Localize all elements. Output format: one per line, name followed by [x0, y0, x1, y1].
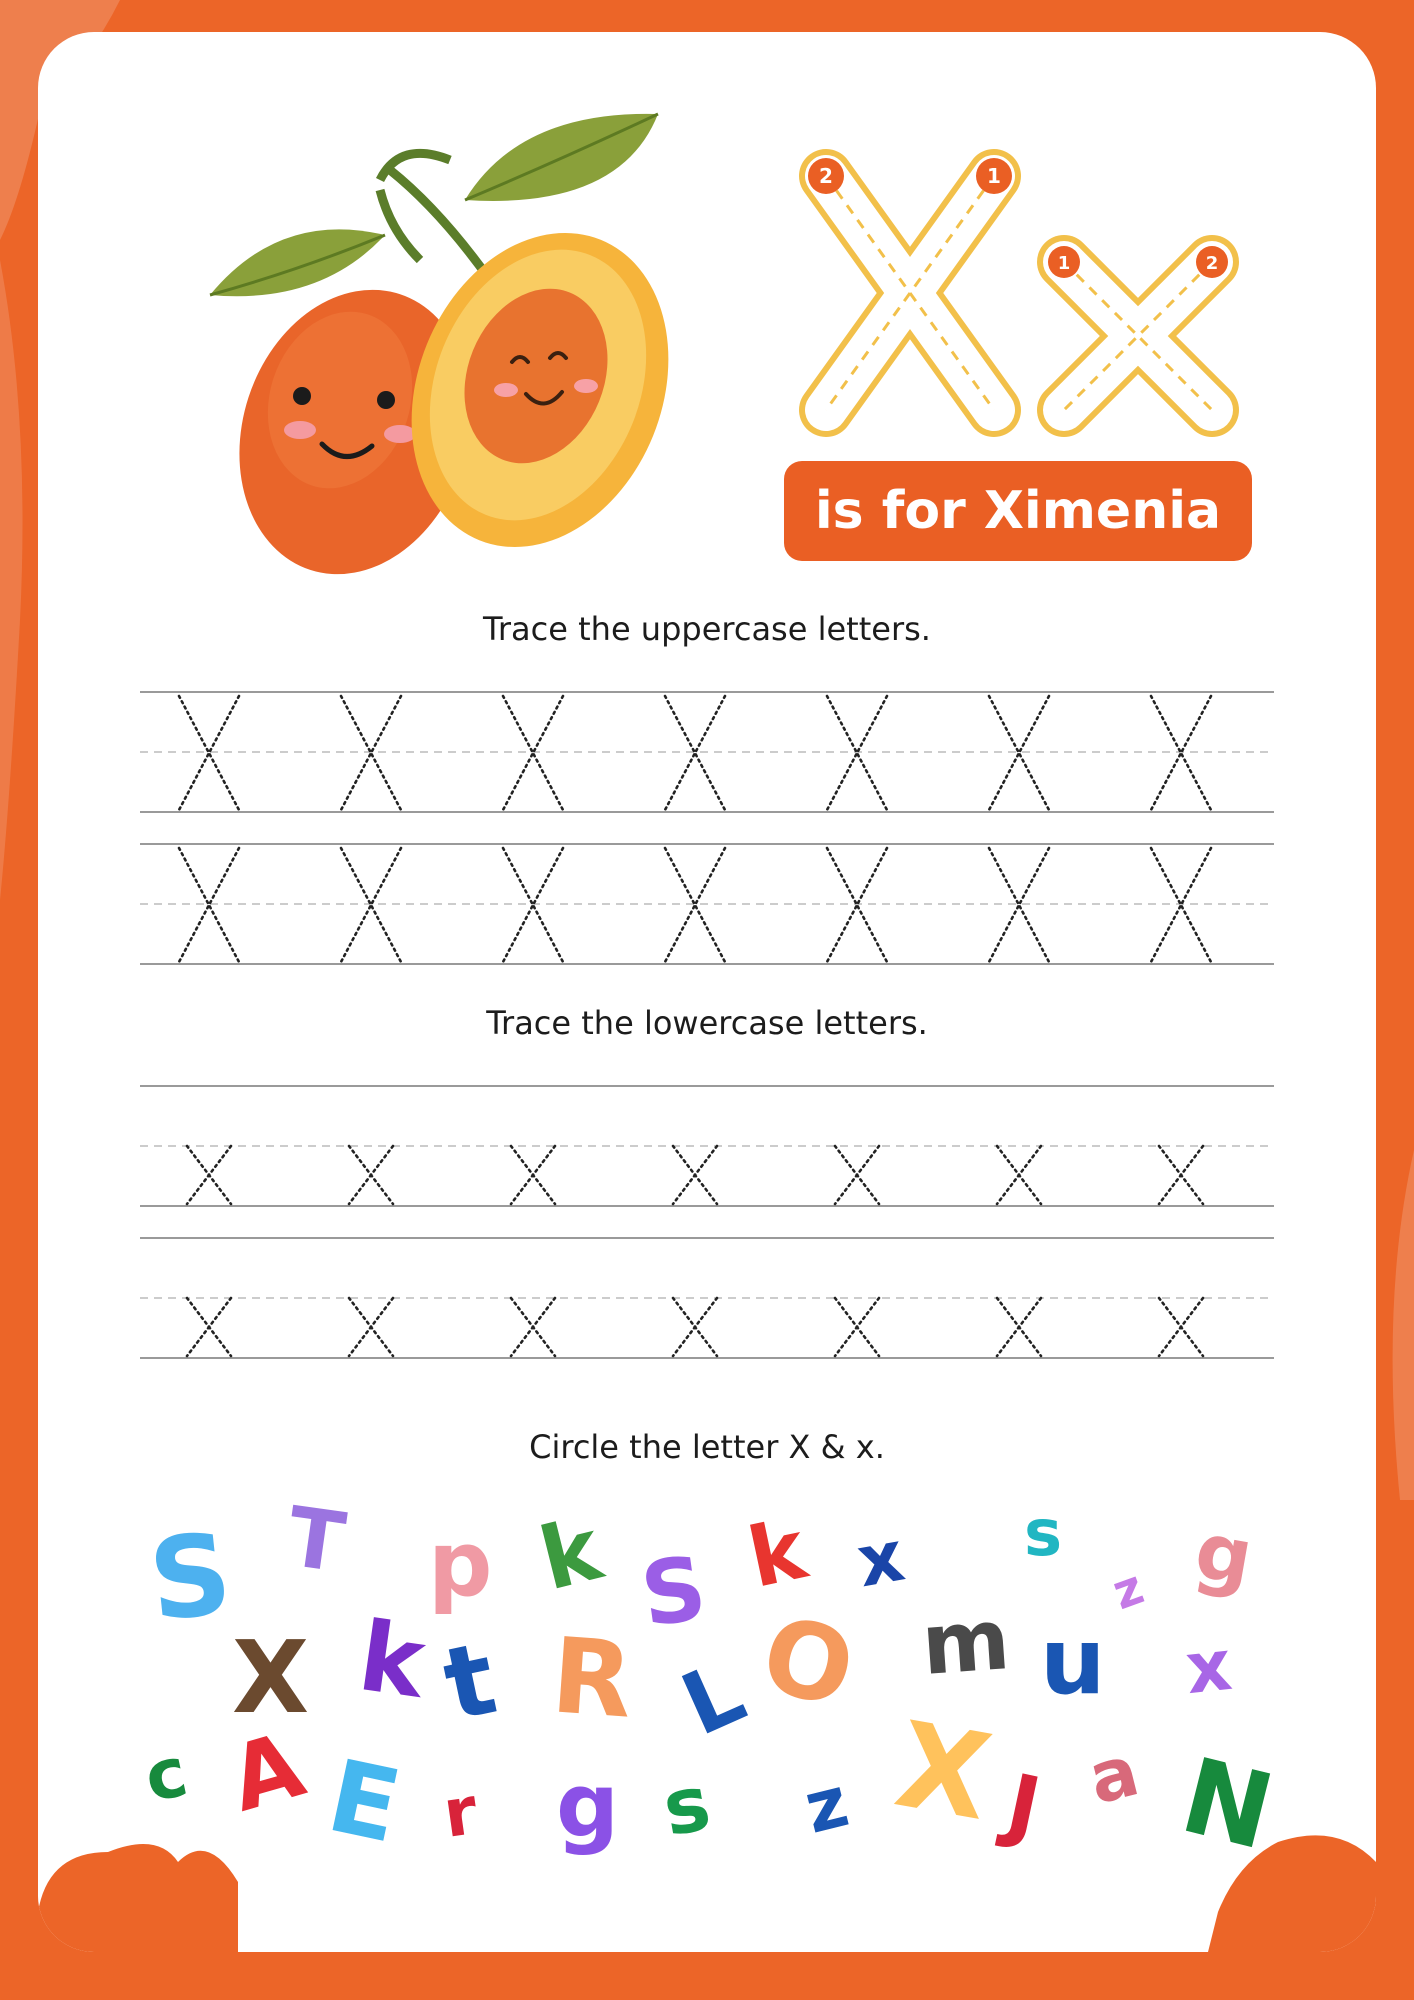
letter[interactable]: S: [635, 1536, 713, 1647]
letter[interactable]: N: [1170, 1734, 1285, 1874]
letter[interactable]: r: [438, 1772, 482, 1853]
letter[interactable]: k: [530, 1499, 611, 1611]
stroke-number: 1: [987, 164, 1001, 188]
letter[interactable]: s: [656, 1757, 717, 1854]
stroke-number: 2: [1205, 253, 1219, 274]
letter[interactable]: k: [740, 1502, 814, 1607]
letter[interactable]: E: [318, 1737, 410, 1866]
stroke-number: 2: [819, 164, 833, 188]
letter[interactable]: z: [796, 1760, 857, 1850]
letter[interactable]: A: [218, 1712, 315, 1833]
uppercase-heading: Trace the uppercase letters.: [483, 610, 931, 648]
letter[interactable]: L: [668, 1642, 759, 1756]
letter[interactable]: X: [886, 1695, 1001, 1847]
letter[interactable]: X: [232, 1619, 310, 1736]
letter[interactable]: g: [556, 1754, 619, 1857]
letter[interactable]: x: [851, 1514, 910, 1604]
letter[interactable]: O: [750, 1592, 866, 1732]
letter[interactable]: g: [1188, 1505, 1260, 1605]
letter[interactable]: k: [352, 1600, 432, 1720]
letter[interactable]: S: [143, 1509, 238, 1647]
letter[interactable]: R: [547, 1614, 637, 1742]
stroke-number: 1: [1057, 253, 1071, 274]
lowercase-heading: Trace the lowercase letters.: [486, 1004, 928, 1042]
letter[interactable]: s: [1024, 1497, 1063, 1571]
letter[interactable]: z: [1105, 1558, 1151, 1622]
letter[interactable]: J: [998, 1756, 1049, 1857]
letter[interactable]: t: [434, 1619, 506, 1744]
letter[interactable]: p: [428, 1512, 493, 1617]
letter[interactable]: u: [1040, 1608, 1106, 1715]
letter[interactable]: T: [281, 1489, 351, 1592]
letter[interactable]: c: [138, 1732, 194, 1819]
letter[interactable]: m: [918, 1590, 1013, 1694]
circle-heading: Circle the letter X & x.: [529, 1428, 885, 1466]
letter[interactable]: a: [1080, 1729, 1147, 1821]
title-badge: is for Ximenia: [784, 461, 1252, 561]
letter[interactable]: x: [1181, 1623, 1236, 1711]
